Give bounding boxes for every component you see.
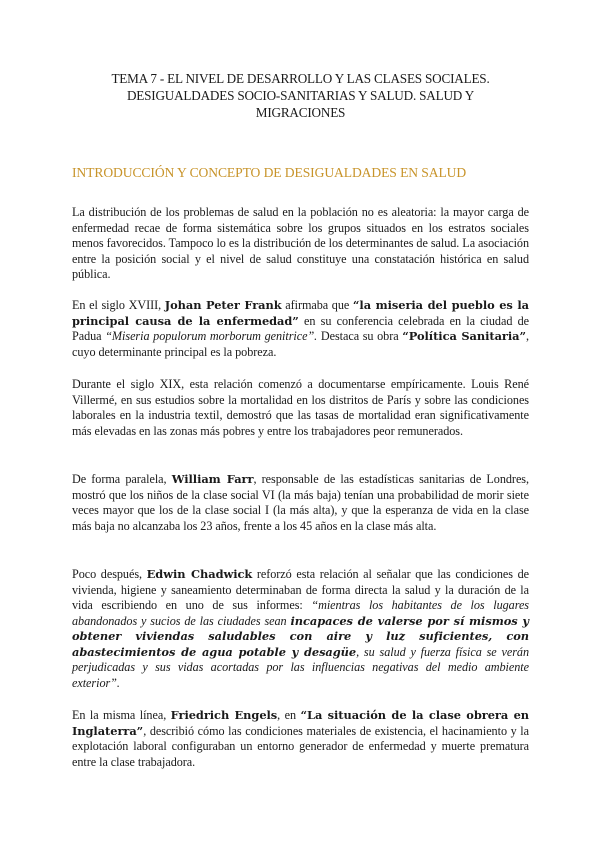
p2-text-1: En el siglo XVIII, <box>72 298 165 312</box>
p6-work-title: “La situación de la clase obrera en Inglaterra” <box>72 708 529 738</box>
title-line-2: DESIGUALDADES SOCIO-SANITARIAS Y SALUD. SALUD Y <box>126 88 475 103</box>
paragraph-5 <box>72 567 529 691</box>
paragraph-2 <box>72 298 529 360</box>
title-line-3: MIGRACIONES <box>255 105 346 120</box>
p2-name-frank: Johan Peter Frank <box>164 298 282 312</box>
paragraph-3-text: Durante el siglo XIX, esta relación comenzó a documentarse empíricamente. Louis René Villermé, en sus estudios sobre la mortalidad en los distritos de París y sobre las condiciones laborales en la industria textil, demostró que las tasas de mortalidad eran significativamente más elevadas en las zonas más pobres y entre los trabajadores peor remunerados. <box>72 377 529 438</box>
p6-text-3: , describió cómo las condiciones materiales de existencia, el hacinamiento y la explotación laboral configuraban un entorno generador de enfermedad y muerte prematura entre la clase trabajadora. <box>72 723 529 769</box>
paragraph-4 <box>72 472 529 534</box>
p5-name-chadwick: Edwin Chadwick <box>146 567 253 581</box>
p6-text-1: En la misma línea, <box>72 708 171 722</box>
paragraph-1-text: La distribución de los problemas de salud en la población no es aleatoria: la mayor carga de enfermedad recae de forma sistemática sobre los grupos situados en los estratos sociales menos favorecidos. Tampoco lo es la distribución de los determinantes de salud. La asociación entre la posición social y el nivel de salud constituye una constatación histórica en salud pública. <box>72 205 529 281</box>
p5-quote-2: , su salud y fuerza física se verán perjudicadas y sus vidas acortadas por las influencias negativas del medio ambiente exterior”. <box>72 644 529 690</box>
p4-text-1: De forma paralela, <box>72 472 172 486</box>
p2-text-4: Destaca su obra <box>317 329 403 343</box>
document-title <box>72 70 529 121</box>
p2-work-title: “Política Sanitaria” <box>402 329 526 343</box>
p5-text-2: reforzó esta relación al señalar que las condiciones de vivienda, higiene y saneamiento determinaban de forma directa la salud y la duración de la vida escribiendo en uno de sus informes: <box>72 567 530 612</box>
p2-text-3: en su conferencia celebrada en la ciudad de Padua <box>72 313 529 343</box>
p4-name-farr: William Farr <box>171 472 254 486</box>
p6-text-2: , en <box>277 708 301 722</box>
paragraph-3 <box>72 377 529 439</box>
p2-latin-title: “Miseria populorum morborum genitrice”. <box>105 329 318 343</box>
p2-text-2: afirmaba que <box>281 298 353 312</box>
p2-text-5: , cuyo determinante principal es la pobreza. <box>72 329 529 359</box>
paragraph-1 <box>72 205 529 283</box>
p2-quote: “la miseria del pueblo es la principal causa de la enfermedad” <box>72 298 529 328</box>
section-heading: INTRODUCCIÓN Y CONCEPTO DE DESIGUALDADES EN SALUD <box>72 165 467 180</box>
paragraph-6 <box>72 708 529 770</box>
p6-name-engels: Friedrich Engels <box>170 708 278 722</box>
p5-quote-1: “mientras los habitantes de los lugares abandonados y sucios de las ciudades sean <box>72 598 529 628</box>
p5-text-1: Poco después, <box>72 567 147 581</box>
p5-quote-emphasis: incapaces de valerse por sí mismos y obtener viviendas saludables con aire y luz suficientes, con abastecimientos de agua potable y desagüe <box>72 613 529 659</box>
title-line-1: TEMA 7 - EL NIVEL DE DESARROLLO Y LAS CLASES SOCIALES. <box>111 71 490 86</box>
p4-text-2: , responsable de las estadísticas sanitarias de Londres, mostró que los niños de la clase social VI (la más baja) tenían una probabilidad de morir siete veces mayor que los de la clase social I (la más alta), y que la esperanza de vida en la clase más baja no alcanzaba los 23 años, frente a los 45 años en la clase más alta. <box>72 472 529 533</box>
